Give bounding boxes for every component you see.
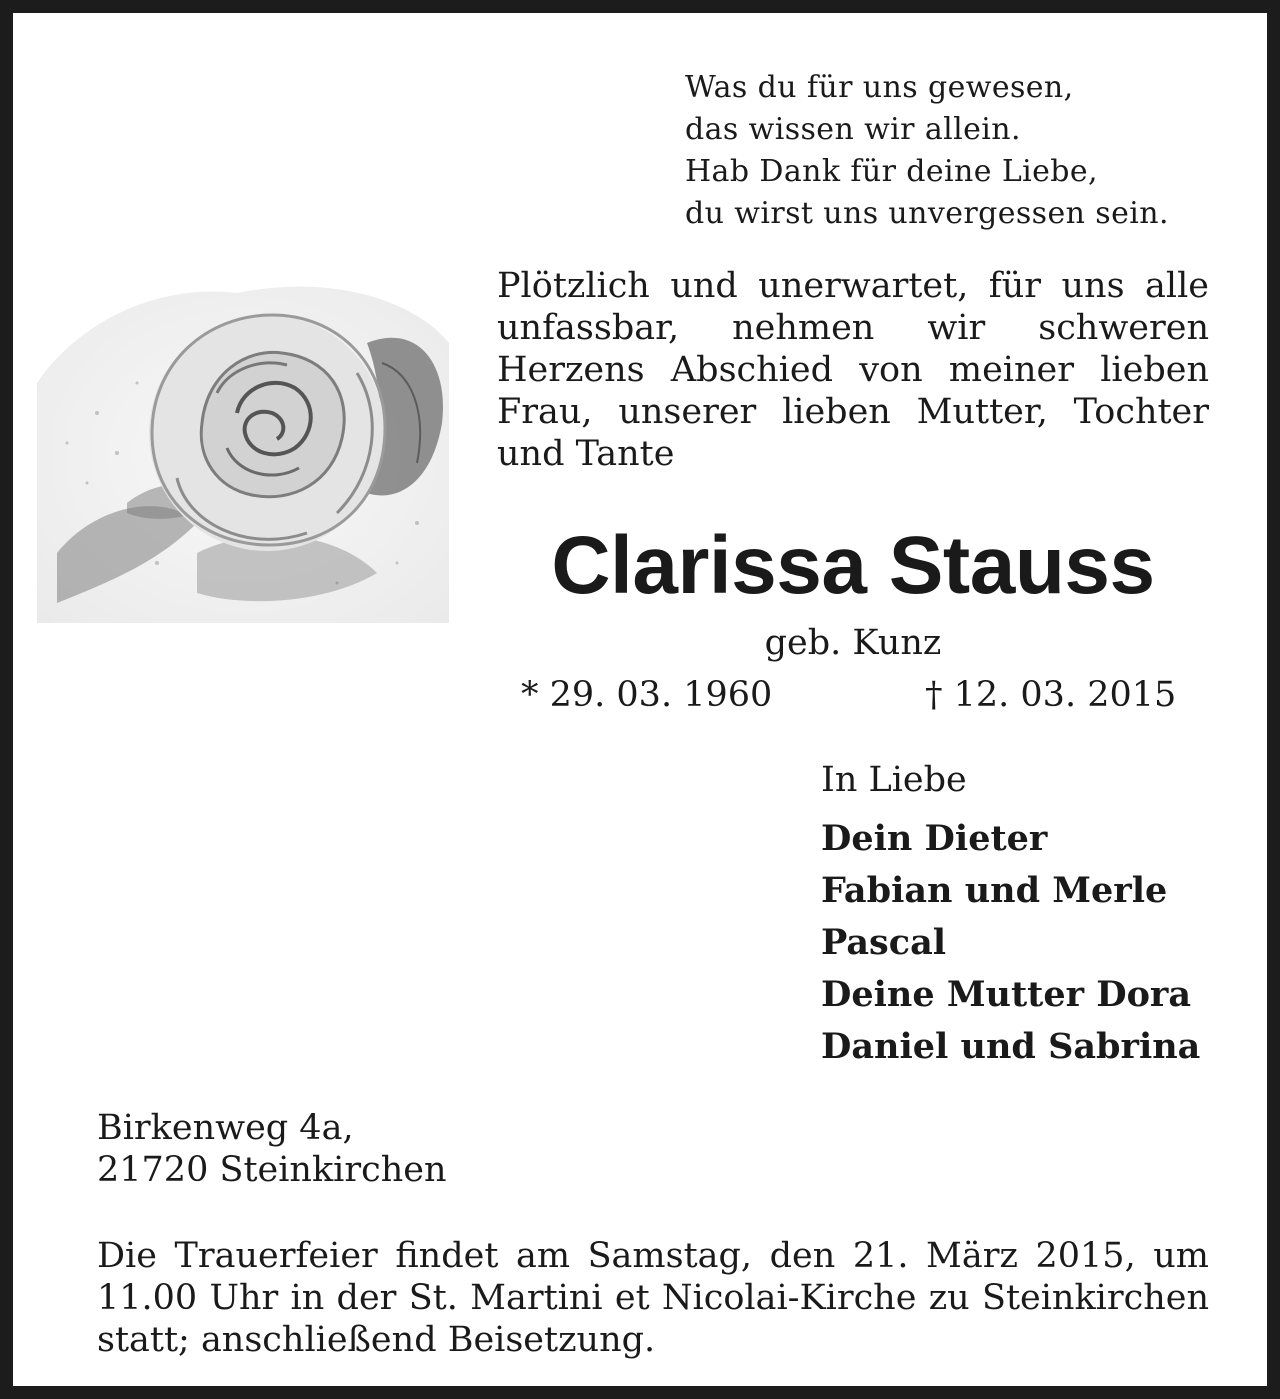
mourner-name: Deine Mutter Dora <box>821 974 1192 1015</box>
maiden-name: geb. Kunz <box>764 623 942 663</box>
mourner-name: Dein Dieter <box>821 818 1048 859</box>
rose-image <box>37 263 449 623</box>
poem-line: das wissen wir allein. <box>685 112 1021 147</box>
mourner-name: Fabian und Merle <box>821 870 1168 911</box>
address-city: 21720 Steinkirchen <box>97 1150 447 1190</box>
poem-line: du wirst uns unvergessen sein. <box>685 196 1169 231</box>
memorial-poem <box>685 67 1169 235</box>
in-love-label: In Liebe <box>821 760 967 800</box>
funeral-service-text: Die Trauerfeier findet am Samstag, den 21. März 2015, um 11.00 Uhr in der St. Martini et Nicolai-Kirche zu Steinkirchen statt; anschließend Beisetzung. <box>97 1236 1209 1360</box>
mourner-name: Pascal <box>821 922 947 963</box>
deceased-name: Clarissa Stauss <box>551 520 1155 611</box>
death-date: † 12. 03. 2015 <box>925 675 1177 715</box>
birth-date: * 29. 03. 1960 <box>521 675 773 715</box>
intro-text: Plötzlich und unerwartet, für uns alle unfassbar, nehmen wir schweren Herzens Abschied von meiner lieben Frau, unserer lieben Mutter, Tochter und Tante <box>497 266 1209 474</box>
poem-line: Was du für uns gewesen, <box>685 70 1074 105</box>
poem-line: Hab Dank für deine Liebe, <box>685 154 1098 189</box>
mourner-name: Daniel und Sabrina <box>821 1026 1201 1067</box>
mourners-list <box>821 813 1200 1073</box>
address-street: Birkenweg 4a, <box>97 1108 354 1148</box>
address-block <box>97 1107 447 1191</box>
